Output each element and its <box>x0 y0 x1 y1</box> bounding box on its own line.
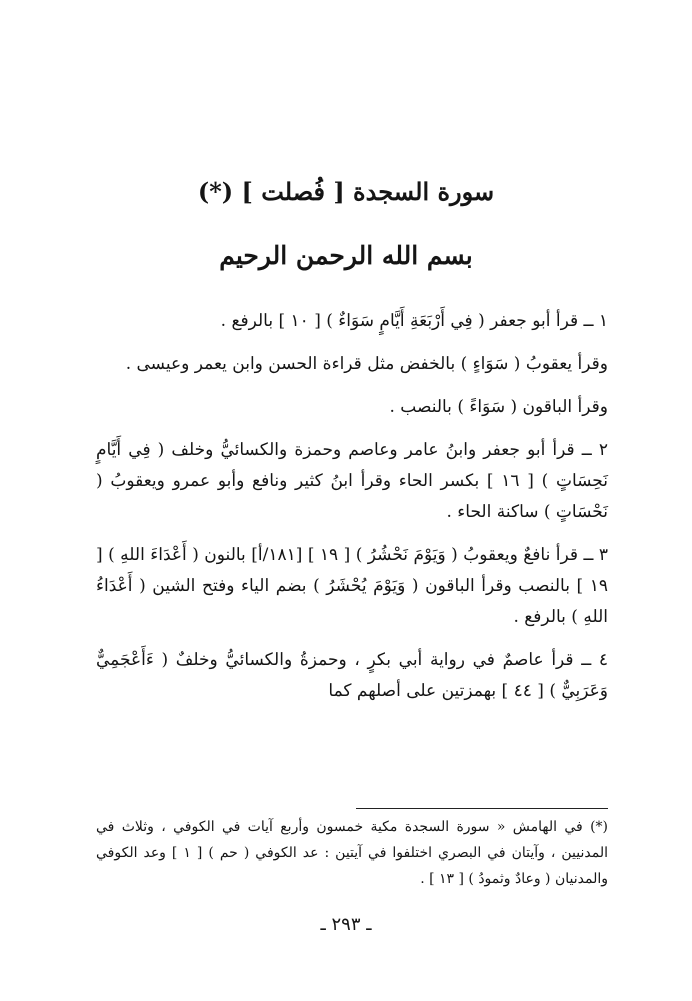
reading-1: ١ ــ قرأ أبو جعفر ( فِي أَرْبَعَةِ أَيَّامٍ سَوَاءٌ ) [ ١٠ ] بالرفع . <box>220 311 608 331</box>
footnote-divider <box>356 808 608 809</box>
page-number: ـ ٢٩٣ ـ <box>320 914 372 935</box>
reading-4: ٤ ــ قرأ عاصمٌ في رواية أبي بكرٍ ، وحمزةُ والكسائيُّ وخلفٌ ( ءَأَعْجَمِيٌّ وَعَرَبِيٌّ ) [ ٤٤ ] بهمزتين على أصلهم كما <box>96 650 608 701</box>
main-text <box>96 306 608 719</box>
footnote <box>96 814 608 892</box>
reading-3: ٣ ــ قرأ نافعٌ ويعقوبُ ( وَيَوْمَ نَحْشُرُ ) [ ١٩ ] [١٨١/أ] بالنون ( أَعْدَاءَ اللهِ ) [ ١٩ ] بالنصب وقرأ الباقون ( وَيَوْمَ يُحْشَرُ ) بضم الياء وفتح الشين ( أَعْدَاءُ اللهِ ) بالرفع . <box>96 545 609 627</box>
surah-title: سورة السجدة [ فُصلت ] (*) <box>197 177 495 206</box>
reading-1-yaqub: وقرأ يعقوبُ ( سَوَاءٍ ) بالخفض مثل قراءة الحسن وابن يعمر وعيسى . <box>125 354 608 374</box>
reading-1-others: وقرأ الباقون ( سَوَاءً ) بالنصب . <box>389 397 608 417</box>
basmala: بسم الله الرحمن الرحيم <box>219 241 473 270</box>
reading-2: ٢ ــ قرأ أبو جعفر وابنُ عامر وعاصم وحمزة والكسائيُّ وخلف ( فِي أَيَّامٍ نَحِسَاتٍ ) [ ١٦ ] بكسر الحاء وقرأ ابنُ كثير ونافع وأبو عمرو ويعقوبُ ( نَحْسَاتٍ ) ساكنة الحاء . <box>96 440 608 522</box>
footnote-text: (*) في الهامش « سورة السجدة مكية خمسون وأربع آيات في الكوفي ، وثلاث في المدنيين ، وآيتان في البصري اختلفوا في آيتين : عد الكوفي ( حم ) [ ١ ] وعد الكوفي والمدنيان ( وعادٌ وثمودُ ) [ ١٣ ] . <box>96 819 609 887</box>
